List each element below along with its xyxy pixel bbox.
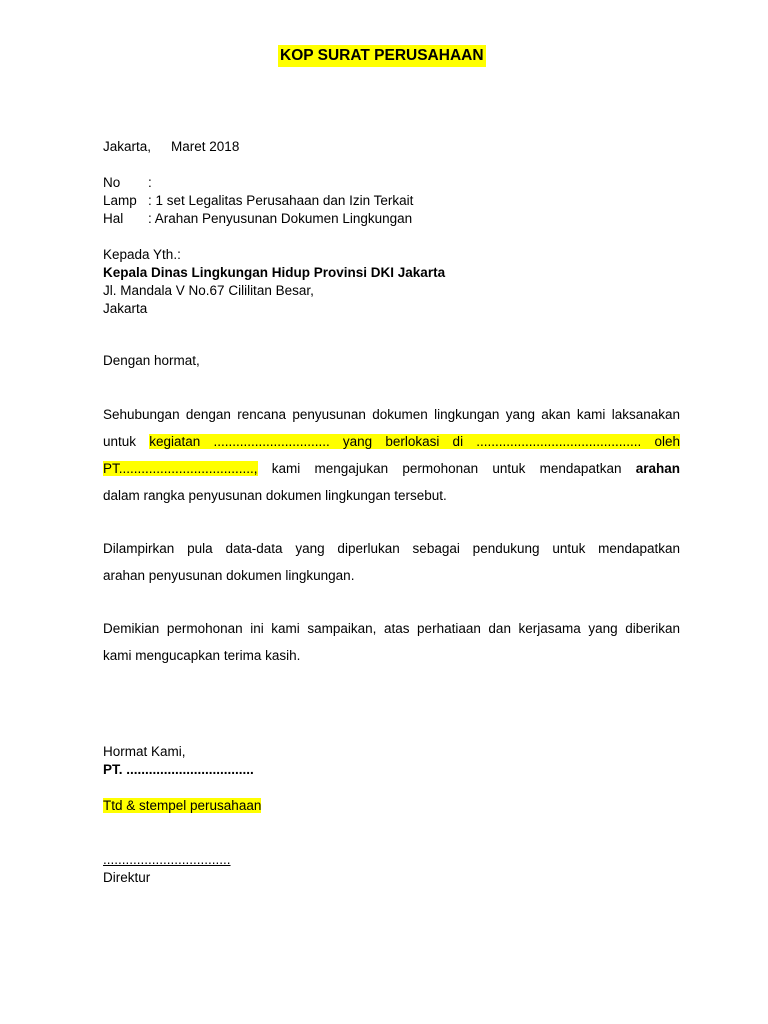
signature-line: .................................. (103, 852, 231, 867)
p1-bold-arahan: arahan (635, 461, 680, 476)
signer-position: Direktur (103, 870, 151, 885)
recipient-greeting: Kepada Yth.: (103, 247, 181, 262)
paragraph-3 (103, 615, 680, 669)
meta-no (103, 174, 152, 192)
meta-no-value: : (148, 175, 152, 190)
meta-lamp-value: : 1 set Legalitas Perusahaan dan Izin Terkait (148, 193, 414, 208)
paragraph-1 (103, 401, 680, 509)
meta-hal-value: : Arahan Penyusunan Dokumen Lingkungan (148, 211, 413, 226)
meta-hal (103, 210, 412, 228)
p3-line-2: kami mengucapkan terima kasih. (103, 648, 301, 663)
p1-highlight-pt: PT...................................., (103, 461, 258, 476)
sign-note-highlight: Ttd & stempel perusahaan (103, 798, 262, 813)
p1-line-3 (103, 455, 680, 482)
p1-highlight-kegiatan: kegiatan ............................... yang berlokasi di ............................................ oleh (149, 434, 680, 449)
date-city: Jakarta, (103, 139, 152, 154)
paragraph-2 (103, 535, 680, 589)
p2-line-2: arahan penyusunan dokumen lingkungan. (103, 568, 355, 583)
date-month-year: Maret 2018 (171, 139, 240, 154)
closing-company: PT. .................................. (103, 762, 254, 777)
letterhead-title: KOP SURAT PERUSAHAAN (278, 45, 486, 67)
p3-line-1: Demikian permohonan ini kami sampaikan, atas perhatiaan dan kerjasama yang diberikan (103, 621, 680, 636)
p1-line-1: Sehubungan dengan rencana penyusunan dokumen lingkungan yang akan kami laksanakan (103, 407, 680, 422)
recipient-name: Kepala Dinas Lingkungan Hidup Provinsi DKI Jakarta (103, 265, 446, 280)
recipient-city: Jakarta (103, 301, 148, 316)
sign-note (103, 797, 261, 815)
recipient-address: Jl. Mandala V No.67 Cililitan Besar, (103, 283, 314, 298)
salutation: Dengan hormat, (103, 353, 200, 368)
p1-line-4: dalam rangka penyusunan dokumen lingkungan tersebut. (103, 488, 447, 503)
p2-line-1: Dilampirkan pula data-data yang diperlukan sebagai pendukung untuk mendapatkan (103, 541, 680, 556)
meta-lamp-label: Lamp (103, 193, 137, 208)
meta-hal-label: Hal (103, 211, 124, 226)
p1-untuk: untuk (103, 434, 137, 449)
p1-line-2 (103, 428, 680, 455)
date-line (103, 138, 239, 156)
closing-regards: Hormat Kami, (103, 744, 186, 759)
meta-no-label: No (103, 175, 121, 190)
meta-lamp (103, 192, 413, 210)
p1-line-3-text: kami mengajukan permohonan untuk mendapatkan (271, 461, 622, 476)
